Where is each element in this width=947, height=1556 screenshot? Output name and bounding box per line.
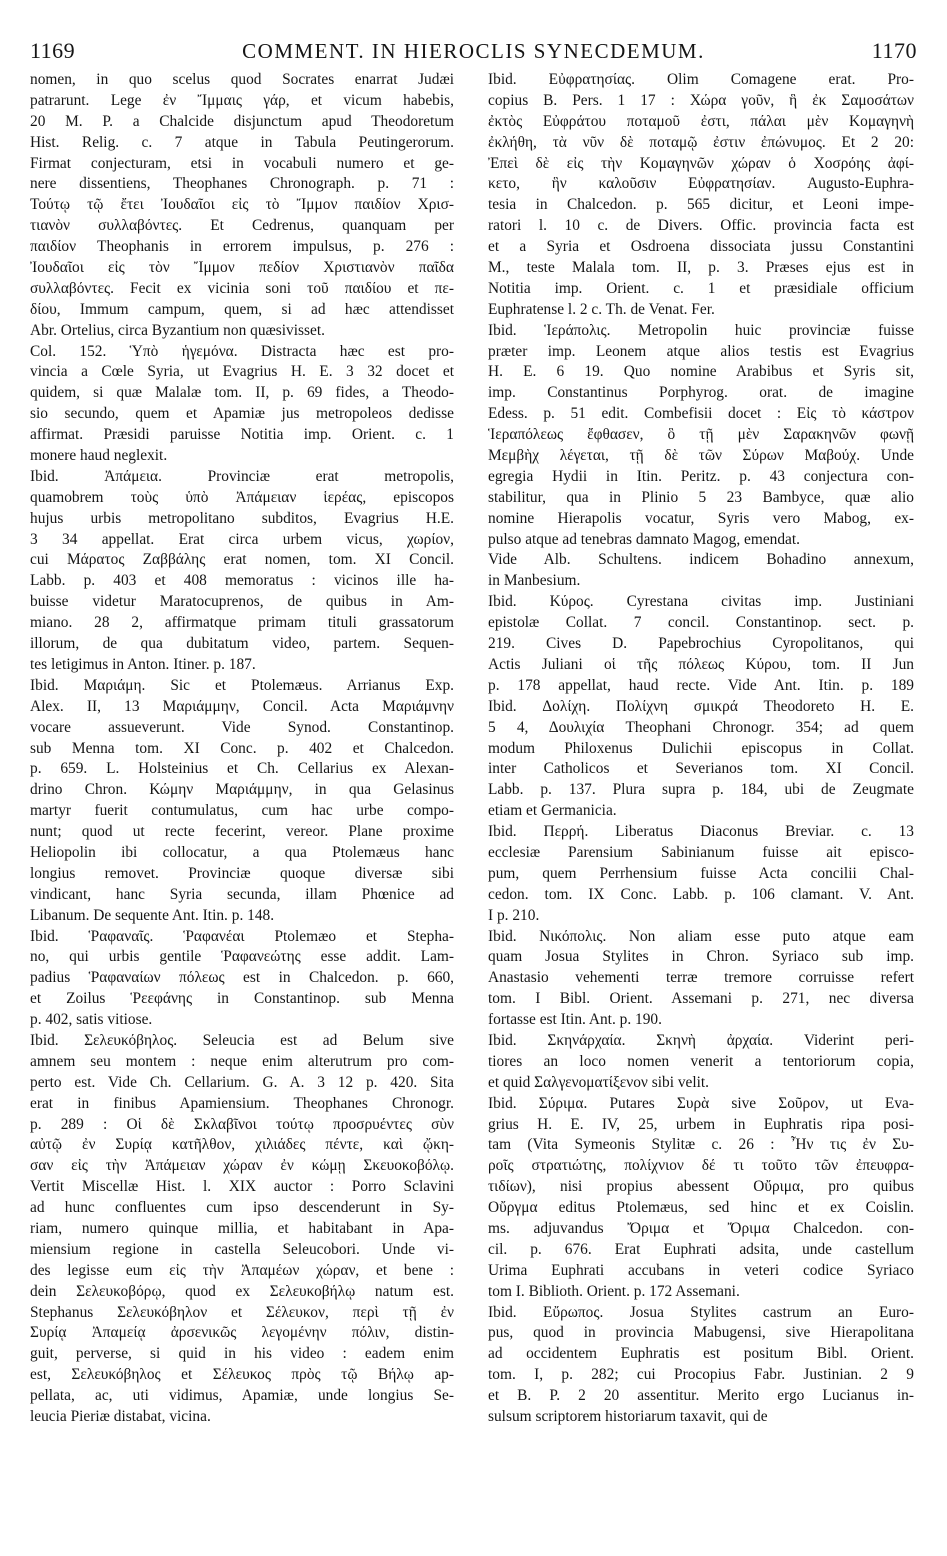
text-line: amnem seu montem : neque enim alterutrum pro com- (30, 1052, 454, 1070)
text-line: fortasse est Itin. Ant. p. 190. (488, 1011, 662, 1029)
text-line: padius Ῥαφαναίων πόλεως est in Chalcedon. p. 660, (30, 969, 454, 987)
text-line: erat in finibus Apamiensium. Theophanes Chronogr. (30, 1094, 454, 1112)
text-line: quamobrem τοὺς ὑπὸ Ἀπάμειαν ἱερέας, episcopos (30, 488, 454, 506)
text-line: no, qui urbis gentile Ῥαφανεώτης esse addit. Lam- (30, 948, 454, 966)
text-line: pulso atque ad tenebras damnato Magog, emendat. (488, 530, 800, 548)
text-line: Libanum. De sequente Ant. Itin. p. 148. (30, 906, 275, 924)
running-title: COMMENT. IN HIEROCLIS SYNECDEMUM. (242, 39, 705, 63)
text-line: ratori l. 10 c. de Divers. Offic. provincia facta est (488, 217, 914, 235)
text-line: Firmat conjecturam, etsi in vocabuli numero et ge- (30, 154, 454, 172)
text-line: 219. Cives D. Papebrochius Cyropolitanos, qui (488, 635, 914, 653)
text-line: Vide Alb. Schultens. indicem Bohadino annexum, (488, 551, 914, 569)
text-line: παιδίον Theophanis in errorem impulsus, p. 276 : (30, 238, 454, 256)
text-line: epistolæ Collat. 7 concil. Constantinop. sect. p. (488, 614, 914, 632)
text-line: inter Catholicos et Severianos tom. XI Concil. (488, 760, 914, 778)
text-line: Ibid. Ἀπάμεια. Provinciæ erat metropolis, (30, 467, 454, 485)
text-line: cui Μάρατος Ζαββάλης erat nomen, tom. XI Concil. (30, 551, 454, 569)
text-line: et Zoilus Ῥεεφάνης in Constantinop. sub Menna (30, 990, 454, 1008)
text-line: tes letigimus in Anton. Itiner. p. 187. (30, 655, 256, 673)
text-line: est, Σελευκόβηλος et Σέλευκος πρὸς τῷ Βήλῳ ap- (30, 1366, 454, 1384)
text-line: σαν εἰς τὴν Ἀπάμειαν χώραν ἐν κώμῃ Σκευοκοβόλῳ. (30, 1157, 454, 1175)
text-line: I p. 210. (488, 906, 540, 924)
text-line: ἐκτὸς Εὐφράτου ποταμοῦ ἐστι, πάλαι μὲν Κομαγηνὴ (488, 112, 914, 130)
text-line: Actis Juliani οἱ τῆς πόλεως Κύρου, tom. II Jun (488, 655, 914, 673)
text-line: patrarunt. Lege ἐν Ἴμμαις γάρ, et vicum habebis, (30, 91, 454, 109)
text-line: cedon. tom. IX Conc. Labb. p. 106 clamant. V. Ant. (488, 885, 914, 903)
text-line: des legisse eum εἰς τὴν Ἀπαμέων χώραν, et bene : (30, 1261, 454, 1279)
text-line: M., teste Malala tom. II, p. 3. Præses ejus est in (488, 259, 914, 277)
text-line: Hist. Relig. c. 7 atque in Tabula Peutingerorum. (30, 133, 454, 151)
text-line: H. E. 6 19. Quo nomine Arabibus et Syris sit, (488, 363, 914, 381)
text-line: ms. adjuvandus Ὄριμα et Ὄριμα Chalcedon. con- (488, 1219, 914, 1237)
text-line: ad hunc confluentes cum ipso descenderunt in Sy- (30, 1199, 454, 1217)
text-line: nere dissentiens, Theophanes Chronograph. p. 71 : (30, 175, 454, 193)
page-header (30, 38, 917, 72)
text-line: Labb. p. 403 et 408 memoratus : vicinos ille ha- (30, 572, 454, 590)
text-line: hujus urbis metropolitano subditos, Evagrius H.E. (30, 509, 454, 527)
text-line: τιανὸν συλλαβόντες. Et Cedrenus, quanquam per (30, 217, 454, 235)
text-line: dein Σελευκοβόρῳ, quod ex Σελευκοβήλῳ natum est. (30, 1282, 454, 1300)
text-line: Euphratense l. 2 c. Th. de Venat. Fer. (488, 300, 715, 318)
text-line: Ἰουδαῖοι εἰς τὸν Ἴμμον πεδίον Χριστιανὸν παῖδα (30, 259, 454, 277)
text-line: Stephanus Σελευκόβηλον et Σέλευκον, περὶ τῇ ἐν (30, 1303, 454, 1321)
text-line: in Manbesium. (488, 572, 581, 590)
text-line: 5 4, Δουλιχία Theophani Chronogr. 354; ad quem (488, 718, 914, 736)
text-line: Heliopolin ibi collocatur, a qua Ptolemæus hanc (30, 843, 454, 861)
text-line: affirmat. Præsidi paruisse Notitia imp. Orient. c. 1 (30, 426, 454, 444)
text-line: Τούτῳ τῷ ἔτει Ἰουδαῖοι εἰς τὸ Ἴμμον παιδίον Χρισ- (30, 196, 454, 214)
text-line: Ibid. Σελευκόβηλος. Seleucia est ad Belum sive (30, 1031, 454, 1049)
text-line: sulsum scriptorem historiarum taxavit, qui de (488, 1408, 768, 1425)
text-line: Col. 152. Ὑπὸ ἡγεμόνα. Distracta hæc est pro- (30, 342, 454, 360)
text-line: συλλαβόντες. Fecit ex vicinia soni τοῦ παιδίου et πε- (30, 279, 454, 297)
text-line: quam Josua Stylites in Chron. Syriaco sub imp. (488, 948, 914, 966)
right-text-column (488, 70, 914, 1540)
text-line: κετο, ἣν καλοῦσιν Εὐφρατησίαν. Augusto-Euphra- (488, 175, 914, 193)
text-line: Ἱεραπόλεως ἔφθασεν, ὃ τῇ μὲν Σαρακηνῶν φωνῇ (488, 426, 914, 444)
text-line: miensium regione in castella Seleucobori. Unde vi- (30, 1240, 454, 1258)
text-line: perto est. Vide Ch. Cellarium. G. A. 3 12 p. 420. Sita (30, 1073, 454, 1091)
text-line: modum Philoxenus Dulichii episcopus in Collat. (488, 739, 914, 757)
text-line: et a Syria et Osdroena dissociata jussu Constantini (488, 238, 914, 256)
text-line: Ibid. Εὐφρατησίας. Olim Comagene erat. Pro- (488, 71, 914, 88)
text-line: Ibid. Νικόπολις. Non aliam esse puto atque eam (488, 927, 914, 945)
text-line: vindicant, hanc Syria secunda, illam Phœnice ad (30, 885, 454, 903)
text-line: Ibid. Σύριμα. Putares Συρὰ sive Σοῦρον, ut Eva- (488, 1094, 914, 1112)
text-line: riam, numero quinque millia, et habitabant in Apa- (30, 1219, 454, 1237)
left-page-number: 1169 (30, 38, 76, 63)
text-line: et B. P. 2 20 assentitur. Merito ergo Lucianus in- (488, 1387, 914, 1405)
text-line: imp. Constantinus Porphyrog. orat. de imagine (488, 384, 914, 402)
text-line: stabilitur, qua in Plinio 5 23 Bambyce, quæ alio (488, 488, 914, 506)
text-line: etiam et Germanicia. (488, 802, 617, 820)
text-line: miano. 28 2, affirmatque primam tituli grassatorum (30, 614, 454, 632)
text-line: Ibid. Ῥαφαναῖς. Ῥαφανέαι Ptolemæo et Stepha- (30, 927, 454, 945)
text-line: nomine Hierapolis vocatur, Syris vero Mabog, ex- (488, 509, 914, 527)
text-line: Anastasio vehementi terræ tremore corruisse refert (488, 969, 914, 987)
text-line: ad occidentem Euphratis est positum Bibl. Orient. (488, 1345, 914, 1363)
text-line: vocare assueverunt. Vide Synod. Constantinop. (30, 718, 454, 736)
text-line: martyr fuerit contumulatus, cum hac urbe compo- (30, 802, 454, 820)
text-line: p. 402, satis vitiose. (30, 1011, 153, 1029)
text-line: tiores an loco nomen venerit a tentoriorum copia, (488, 1052, 914, 1070)
text-line: p. 178 appellat, haud recte. Vide Ant. Itin. p. 189 (488, 676, 914, 694)
text-line: pellata, ac, uti vidimus, Apamiæ, unde longius Se- (30, 1387, 454, 1405)
text-line: p. 289 : Οἱ δὲ Σκλαβῖνοι τούτῳ προσρυέντες σὺν (30, 1115, 454, 1133)
text-line: Urima Euphrati accubans in veteri codice Syriaco (488, 1261, 914, 1279)
text-line: Ibid. Κύρος. Cyrestana civitas imp. Justiniani (488, 593, 914, 611)
text-line: τιδίων), nisi propius abessent Οὔριμα, pro quibus (488, 1178, 914, 1196)
text-line: copius B. Pers. 1 17 : Χώρα γοῦν, ἣ ἐκ Σαμοσάτων (488, 91, 914, 109)
text-line: illorum, de qua dubitatum video, partem. Sequen- (30, 635, 454, 653)
text-line: tom I. Biblioth. Orient. p. 172 Assemani. (488, 1282, 740, 1300)
text-line: nunt; quod ut recte fecerint, vereor. Plane proxime (30, 823, 454, 841)
text-line: guit, perverse, si quid in his video : eadem enim (30, 1345, 454, 1363)
text-line: nomen, in quo scelus quod Socrates enarrat Judæi (30, 71, 454, 88)
text-line: Abr. Ortelius, circa Byzantium non quæsivisset. (30, 321, 325, 339)
text-line: Ibid. Περρή. Liberatus Diaconus Breviar. c. 13 (488, 823, 914, 841)
text-line: tesia in Chalcedon. p. 565 dicitur, et Leoni impe- (488, 196, 914, 214)
text-line: buisse videtur Maratocuprenos, de quibus in Am- (30, 593, 454, 611)
text-line: drino Chron. Κώμην Μαριάμμην, in qua Gelasinus (30, 781, 454, 799)
text-line: sub Menna tom. XI Conc. p. 402 et Chalcedon. (30, 739, 454, 757)
text-line: Vertit Miscellæ Hist. l. XIX auctor : Porro Sclavini (30, 1178, 454, 1196)
text-line: ecclesiæ Parensium Sabinianum fuisse ait episco- (488, 843, 914, 861)
text-line: egregia Hydii in Itin. Peritz. p. 43 conjectura con- (488, 467, 914, 485)
text-line: cil. p. 676. Erat Euphrati adsita, unde castellum (488, 1240, 914, 1258)
text-line: Ibid. Σκηνάρχαία. Σκηνὴ ἀρχαία. Viderint peri- (488, 1031, 914, 1049)
text-line: quidem, si quæ Malalæ tom. II, p. 69 fides, a Theodo- (30, 384, 454, 402)
text-line: Notitia imp. Orient. c. 1 et præsidiale officium (488, 279, 914, 297)
text-line: p. 659. L. Holsteinius et Ch. Cellarius ex Alexan- (30, 760, 454, 778)
text-line: præter imp. Leonem atque alios testis est Evagrius (488, 342, 914, 360)
text-line: δίου, Immum campum, quem, si ad hæc attendisset (30, 300, 454, 318)
right-page-number: 1170 (871, 38, 917, 63)
text-line: grius H. E. IV, 25, urbem in Euphratis ripa posi- (488, 1115, 914, 1133)
text-line: vincia a Cœle Syria, ut Evagrius H. E. 3 32 docet et (30, 363, 454, 381)
text-line: et quid Σαλγενοματίξενον sibi velit. (488, 1073, 710, 1091)
text-line: Alex. II, 13 Μαριάμμην, Concil. Acta Μαριάμνην (30, 697, 454, 715)
text-line: monere haud neglexit. (30, 447, 168, 465)
text-line: Συρίᾳ Ἀπαμείᾳ ἀρσενικῶς λεγομένην πόλιν, distin- (30, 1324, 454, 1342)
text-line: 3 34 appellat. Erat circa urbem vicus, χωρίον, (30, 530, 454, 548)
left-text-column (30, 70, 454, 1540)
text-line: Μεμβὴχ λέγεται, τῇ δὲ τῶν Σύρων Μαβούχ. Unde (488, 447, 914, 465)
text-line: tom. I, p. 282; cui Procopius Fabr. Justinian. 2 9 (488, 1366, 914, 1384)
text-line: Ibid. Μαριάμη. Sic et Ptolemæus. Arrianus Exp. (30, 676, 454, 694)
text-line: tom. I Bibl. Orient. Assemani p. 271, nec diversa (488, 990, 914, 1008)
text-line: leucia Pieriæ distabat, vicina. (30, 1408, 211, 1425)
text-line: Οὔργμα editus Ptolemæus, sed hinc et ex Coislin. (488, 1199, 914, 1217)
text-line: tam (Vita Symeonis Stylitæ c. 26 : Ἦν τις ἐν Συ- (488, 1136, 914, 1154)
text-line: αὐτῷ ἐν Συρίᾳ κατῆλθον, χιλιάδες πέντε, καὶ ᾤκη- (30, 1136, 454, 1154)
text-line: longius removet. Provinciæ quoque diversæ sibi (30, 864, 454, 882)
text-line: Ἐπεὶ δὲ εἰς τὴν Κομαγηνῶν χώραν ὁ Χοσρόης ἀφί- (488, 154, 914, 172)
text-line: ἐκλήθη, τὰ νῦν δὲ ποταμῷ ἐστιν ἐπώνυμος. Et 2 20: (488, 133, 914, 151)
text-line: Labb. p. 137. Plura supra p. 184, ubi de Zeugmate (488, 781, 914, 799)
text-line: Ibid. Ἱεράπολις. Metropolin huic provinciæ fuisse (488, 321, 914, 339)
text-line: ροῖς στρατιώτης, πολίχνιον δέ τι τοῦτο τῶν ἐπευφρα- (488, 1157, 914, 1175)
text-line: pum, quem Perrhensium fuisse Acta concilii Chal- (488, 864, 914, 882)
text-line: Edess. p. 51 edit. Combefisii docet : Εἰς τὸ κάστρον (488, 405, 914, 423)
text-line: Ibid. Δολίχη. Πολίχνη σμικρά Theodoreto H. E. (488, 697, 914, 715)
text-line: sio secundo, quem et Apamiæ jus metropoleos dedisse (30, 405, 454, 423)
text-line: Ibid. Εὔρωπος. Josua Stylites castrum an Euro- (488, 1303, 914, 1321)
text-line: 20 M. P. a Chalcide disjunctum apud Theodoretum (30, 112, 454, 130)
text-line: pus, quod in provincia Mabugensi, sive Hierapolitana (488, 1324, 914, 1342)
